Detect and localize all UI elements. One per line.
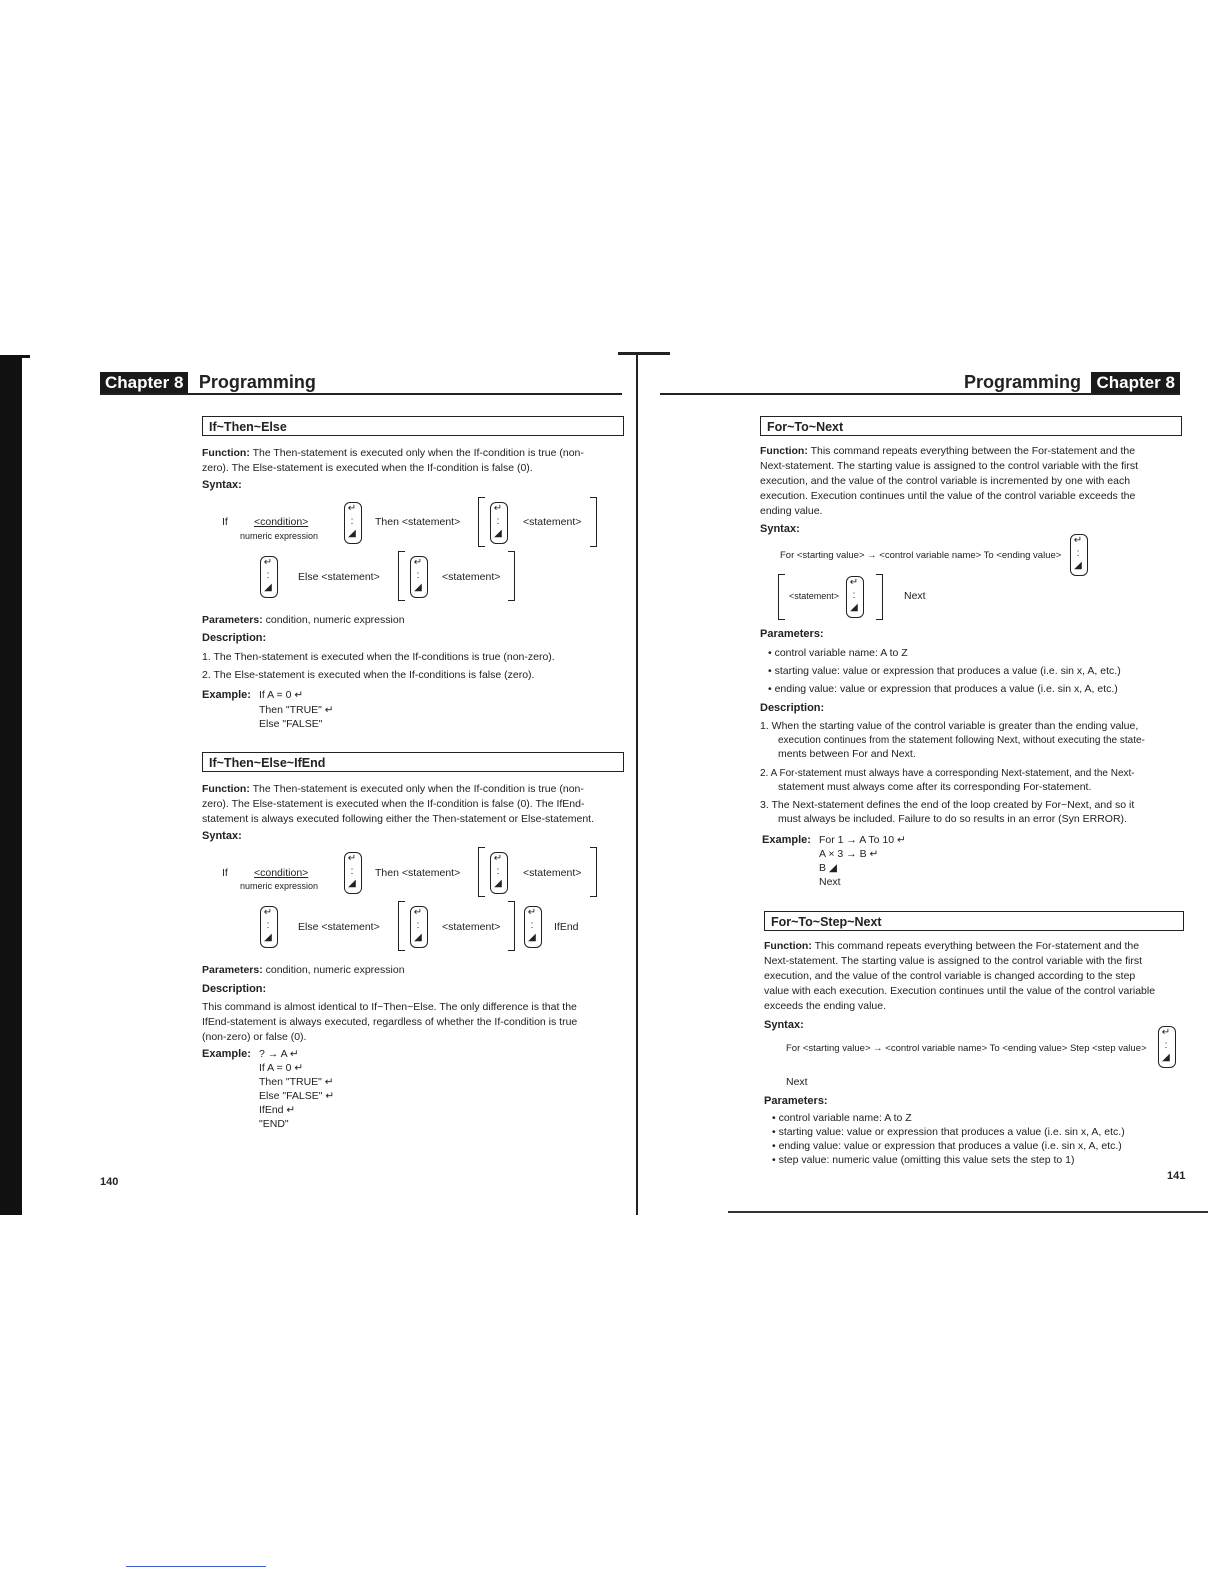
syntax-condition: <condition>	[254, 516, 309, 528]
colon-icon: :	[416, 920, 420, 931]
syntax-numeric-expression: numeric expression	[240, 881, 319, 891]
newline-icon: ↵	[493, 503, 503, 514]
colon-icon: :	[266, 920, 270, 931]
section-title-for-to-next: For~To~Next	[760, 416, 1182, 436]
function-label: Function:	[764, 940, 812, 952]
syntax-else: Else <statement>	[298, 571, 380, 583]
display-icon: ◢	[348, 528, 356, 539]
syntax-if: If	[222, 516, 228, 528]
syntax-label: Syntax:	[202, 479, 242, 491]
example-line-1: ? → A ↵	[259, 1048, 299, 1060]
newline-icon: ↵	[263, 557, 273, 568]
colon-icon: :	[852, 590, 856, 601]
syntax-else: Else <statement>	[298, 921, 380, 933]
page-number: 140	[100, 1176, 119, 1188]
example-line-4: Next	[819, 876, 841, 888]
function-line-4: execution. Execution continues until the value of the control variable exceeds the	[760, 490, 1136, 502]
description-item-2-line-2: statement must always come after its corresponding For-statement.	[778, 781, 1092, 793]
description-item-1-line-3: ments between For and Next.	[778, 748, 916, 760]
parameter-item-1: • control variable name: A to Z	[772, 1112, 912, 1124]
spine-top	[618, 352, 670, 355]
example-line-2: A × 3 → B ↵	[819, 848, 879, 860]
description-line-2: IfEnd-statement is always executed, regardless of whether the If-condition is true	[202, 1016, 578, 1028]
function-line-1: This command repeats everything between the For-statement and the	[814, 940, 1140, 952]
example-label: Example:	[202, 1048, 251, 1060]
colon-icon: :	[1076, 548, 1080, 559]
newline-icon: ↵	[1073, 535, 1083, 546]
optional-bracket-left	[398, 551, 405, 601]
description-line-1: This command is almost identical to If~Then~Else. The only difference is that the	[202, 1001, 577, 1013]
header-title: Programming	[964, 372, 1082, 392]
function-label: Function:	[202, 447, 250, 459]
function-paragraph	[202, 446, 627, 476]
example-label: Example:	[202, 689, 251, 701]
optional-bracket-right	[876, 574, 883, 620]
book-spine	[636, 355, 638, 1215]
chapter-badge: Chapter 8	[1091, 372, 1179, 393]
function-line-2: Next-statement. The starting value is assigned to the control variable with the first	[764, 955, 1142, 967]
description-item-2-line-1: 2. A For-statement must always have a corresponding Next-statement, and the Next-	[760, 768, 1135, 779]
colon-icon: :	[496, 866, 500, 877]
optional-bracket-left	[778, 574, 785, 620]
parameter-item-3: • ending value: value or expression that produces a value (i.e. sin x, A, etc.)	[768, 683, 1118, 695]
section-title-for-to-step-next: For~To~Step~Next	[764, 911, 1184, 931]
colon-icon: :	[1164, 1040, 1168, 1051]
syntax-statement: <statement>	[523, 867, 582, 879]
function-paragraph	[202, 782, 627, 827]
right-page-header	[964, 371, 1180, 393]
syntax-next: Next	[786, 1076, 808, 1088]
syntax-statement: <statement>	[789, 591, 840, 601]
display-icon: ◢	[264, 582, 272, 593]
function-line-1: The Then-statement is executed only when the If-condition is true (non-	[252, 447, 584, 459]
description-item-2: 2. The Else-statement is executed when the If-conditions is false (zero).	[202, 669, 535, 681]
function-line-3: execution, and the value of the control variable is incremented by one with each	[760, 475, 1131, 487]
display-icon: ◢	[494, 878, 502, 889]
syntax-then: Then <statement>	[375, 516, 461, 528]
syntax-statement: <statement>	[523, 516, 582, 528]
syntax-statement: <statement>	[442, 571, 501, 583]
function-line-1: This command repeats everything between the For-statement and the	[810, 445, 1136, 457]
display-icon: ◢	[850, 602, 858, 613]
function-line-4: value with each execution. Execution continues until the value of the control variable	[764, 985, 1156, 997]
function-line-5: ending value.	[760, 505, 823, 517]
example-line-6: "END"	[259, 1118, 289, 1130]
syntax-label: Syntax:	[202, 830, 242, 842]
optional-bracket-left	[478, 847, 485, 897]
optional-bracket-right	[508, 551, 515, 601]
newline-icon: ↵	[347, 853, 357, 864]
example-line-1: If A = 0 ↵	[259, 689, 304, 701]
colon-icon: :	[530, 920, 534, 931]
description-item-1-line-2: execution continues from the statement following Next, without executing the state-	[778, 735, 1145, 746]
section-title-if-then-else: If~Then~Else	[202, 416, 624, 436]
example-label: Example:	[762, 834, 811, 846]
description-item-3-line-2: must always be included. Failure to do so results in an error (Syn ERROR).	[778, 813, 1127, 825]
function-line-3: execution, and the value of the control variable is changed according to the step	[764, 970, 1136, 982]
parameters-text: condition, numeric expression	[265, 614, 405, 626]
optional-bracket-left	[478, 497, 485, 547]
function-label: Function:	[202, 783, 250, 795]
optional-bracket-right	[508, 901, 515, 951]
parameter-item-3: • ending value: value or expression that produces a value (i.e. sin x, A, etc.)	[772, 1140, 1122, 1152]
function-line-3: statement is always executed following either the Then-statement or Else-statement.	[202, 813, 595, 825]
colon-icon: :	[350, 866, 354, 877]
header-rule	[100, 393, 622, 395]
syntax-next: Next	[904, 590, 926, 602]
colon-icon: :	[350, 516, 354, 527]
optional-bracket-left	[398, 901, 405, 951]
display-icon: ◢	[494, 528, 502, 539]
syntax-for-line: For <starting value> → <control variable name> To <ending value>	[780, 550, 1062, 561]
chapter-badge: Chapter 8	[100, 372, 188, 393]
newline-icon: ↵	[849, 577, 859, 588]
display-icon: ◢	[1074, 560, 1082, 571]
optional-bracket-right	[590, 847, 597, 897]
optional-bracket-right	[590, 497, 597, 547]
function-label: Function:	[760, 445, 808, 457]
description-item-3-line-1: 3. The Next-statement defines the end of the loop created by For~Next, and so it	[760, 799, 1135, 811]
newline-icon: ↵	[263, 907, 273, 918]
function-line-1: The Then-statement is executed only when the If-condition is true (non-	[252, 783, 584, 795]
example-line-4: Else "FALSE" ↵	[259, 1090, 335, 1102]
display-icon: ◢	[1162, 1052, 1170, 1063]
example-line-3: Else "FALSE"	[259, 718, 323, 730]
example-line-2: If A = 0 ↵	[259, 1062, 304, 1074]
function-line-5: exceeds the ending value.	[764, 1000, 887, 1012]
syntax-for-step-line: For <starting value> → <control variable name> To <ending value> Step <step value>	[786, 1043, 1147, 1054]
newline-icon: ↵	[413, 557, 423, 568]
parameter-item-2: • starting value: value or expression that produces a value (i.e. sin x, A, etc.)	[768, 665, 1121, 677]
parameters-line	[202, 963, 405, 978]
function-paragraph	[760, 444, 1185, 519]
description-label: Description:	[760, 702, 825, 714]
syntax-numeric-expression: numeric expression	[240, 531, 319, 541]
blue-link-line	[126, 1566, 266, 1567]
description-line-3: (non-zero) or false (0).	[202, 1031, 307, 1043]
scan-edge-bar	[0, 355, 22, 1215]
parameters-line	[202, 613, 405, 628]
syntax-label: Syntax:	[764, 1019, 804, 1031]
newline-icon: ↵	[527, 907, 537, 918]
parameters-text: condition, numeric expression	[265, 964, 405, 976]
description-item-1: 1. The Then-statement is executed when the If-conditions is true (non-zero).	[202, 651, 555, 663]
left-page-header	[100, 371, 316, 393]
parameters-label: Parameters:	[760, 628, 824, 640]
newline-icon: ↵	[347, 503, 357, 514]
function-line-2: Next-statement. The starting value is assigned to the control variable with the first	[760, 460, 1138, 472]
description-label: Description:	[202, 632, 267, 644]
parameter-item-2: • starting value: value or expression that produces a value (i.e. sin x, A, etc.)	[772, 1126, 1125, 1138]
colon-icon: :	[416, 570, 420, 581]
display-icon: ◢	[414, 582, 422, 593]
page-number: 141	[1167, 1170, 1186, 1182]
parameters-label: Parameters:	[764, 1095, 828, 1107]
parameters-label: Parameters:	[202, 614, 263, 626]
display-icon: ◢	[264, 932, 272, 943]
function-line-2: zero). The Else-statement is executed when the If-condition is false (0). The IfEnd-	[202, 798, 585, 810]
example-line-3: B ◢	[819, 862, 837, 874]
syntax-label: Syntax:	[760, 523, 800, 535]
header-rule	[660, 393, 1180, 395]
example-line-5: IfEnd ↵	[259, 1104, 296, 1116]
description-item-1-line-1: 1. When the starting value of the control variable is greater than the ending value,	[760, 720, 1139, 732]
description-label: Description:	[202, 983, 267, 995]
newline-icon: ↵	[1161, 1027, 1171, 1038]
example-line-2: Then "TRUE" ↵	[259, 704, 334, 716]
newline-icon: ↵	[413, 907, 423, 918]
section-title-if-then-else-ifend: If~Then~Else~IfEnd	[202, 752, 624, 772]
example-line-3: Then "TRUE" ↵	[259, 1076, 334, 1088]
display-icon: ◢	[348, 878, 356, 889]
function-paragraph	[764, 939, 1188, 1014]
syntax-ifend: IfEnd	[554, 921, 579, 933]
header-title: Programming	[198, 372, 316, 392]
syntax-if: If	[222, 867, 228, 879]
syntax-condition: <condition>	[254, 867, 309, 879]
description-paragraph	[202, 1000, 627, 1045]
example-line-1: For 1 → A To 10 ↵	[819, 834, 906, 846]
display-icon: ◢	[528, 932, 536, 943]
parameter-item-4: • step value: numeric value (omitting this value sets the step to 1)	[772, 1154, 1075, 1166]
function-line-2: zero). The Else-statement is executed when the If-condition is false (0).	[202, 462, 533, 474]
syntax-then: Then <statement>	[375, 867, 461, 879]
colon-icon: :	[266, 570, 270, 581]
syntax-statement: <statement>	[442, 921, 501, 933]
page-bottom-rule	[728, 1211, 1208, 1213]
parameters-label: Parameters:	[202, 964, 263, 976]
parameter-item-1: • control variable name: A to Z	[768, 647, 908, 659]
newline-icon: ↵	[493, 853, 503, 864]
colon-icon: :	[496, 516, 500, 527]
display-icon: ◢	[414, 932, 422, 943]
